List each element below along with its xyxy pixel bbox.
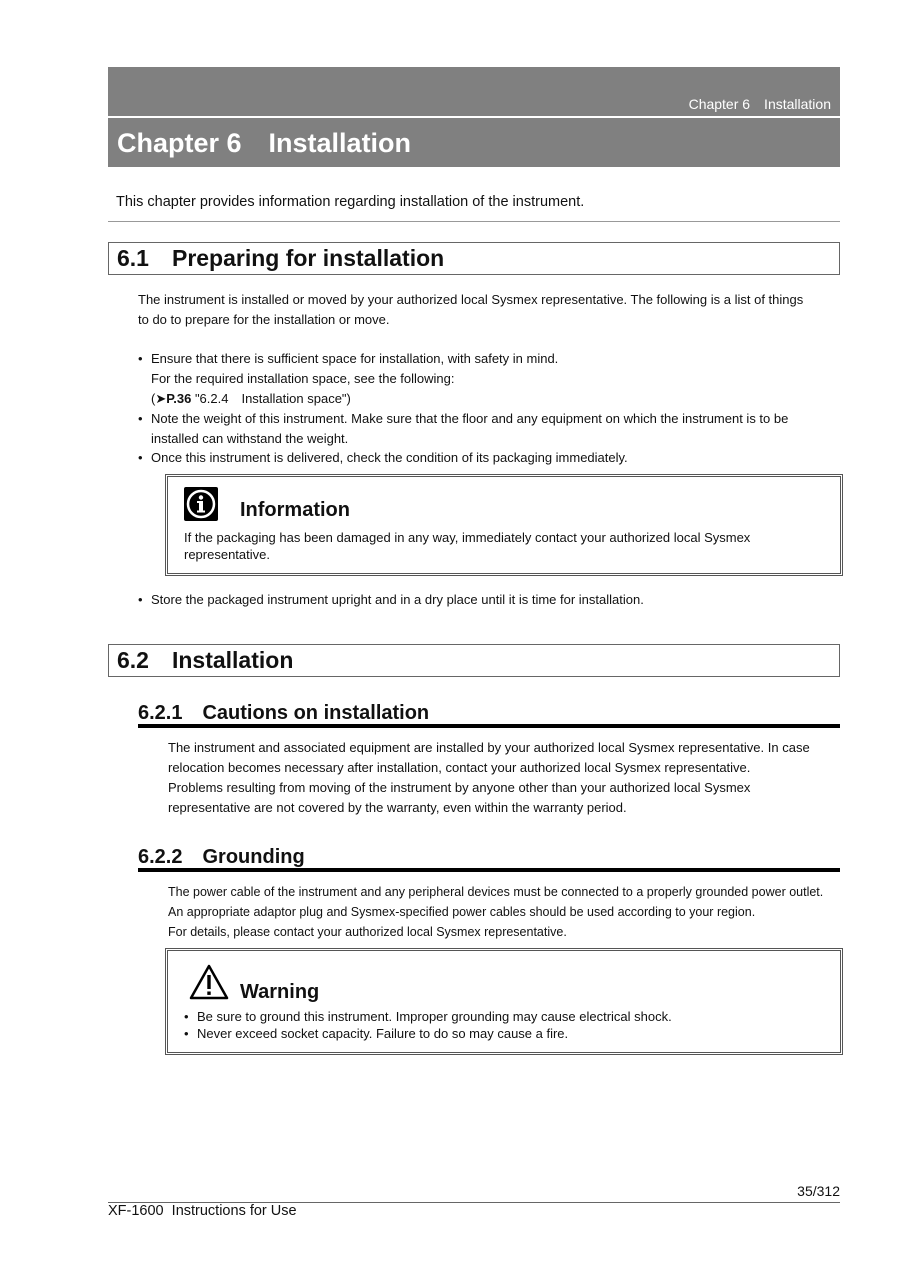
warning-item xyxy=(184,1026,569,1041)
subsection-title-6-2-2: 6.2.2 Grounding xyxy=(138,846,305,868)
bullet-item xyxy=(138,349,838,409)
ref-arrow-icon: ➤ xyxy=(155,391,167,406)
warning-icon xyxy=(188,963,230,1001)
bullet-text: Store the packaged instrument upright and in a dry place until it is time for installation. xyxy=(151,592,644,607)
paragraph-line: The instrument and associated equipment are installed by your authorized local Sysmex representative. In case xyxy=(168,740,810,755)
bullet-dot: • xyxy=(138,351,143,366)
paragraph-line: to do to prepare for the installation or move. xyxy=(138,312,390,327)
warning-title: Warning xyxy=(240,981,320,1003)
chapter-intro: This chapter provides information regarding installation of the instrument. xyxy=(116,194,585,210)
document-title: XF-1600 Instructions for Use xyxy=(108,1203,297,1219)
paragraph-line: For details, please contact your authorized local Sysmex representative. xyxy=(168,925,567,939)
warning-item xyxy=(184,1009,672,1024)
ref-page: P.36 xyxy=(166,391,192,406)
bullet-dot: • xyxy=(138,592,143,607)
subsection-rule xyxy=(138,724,840,728)
bullet-text: installed can withstand the weight. xyxy=(151,431,349,446)
header-breadcrumb: Chapter 6 Installation xyxy=(688,96,831,112)
paragraph-line: representative are not covered by the warranty, even within the warranty period. xyxy=(168,800,627,815)
section-title: 6.1 Preparing for installation xyxy=(117,245,445,271)
information-text: representative. xyxy=(184,547,270,562)
bullet-dot: • xyxy=(184,1009,189,1024)
section-title: 6.2 Installation xyxy=(117,647,294,673)
warning-text: Be sure to ground this instrument. Improper grounding may cause electrical shock. xyxy=(197,1009,672,1024)
paragraph-line: The instrument is installed or moved by your authorized local Sysmex representative. The following is a list of things xyxy=(138,292,804,307)
ref-paren: ( xyxy=(151,391,156,406)
page-number: 35/312 xyxy=(797,1183,840,1199)
bullet-text: For the required installation space, see the following: xyxy=(151,371,455,386)
section-heading-6-1 xyxy=(108,242,840,275)
information-text: If the packaging has been damaged in any way, immediately contact your authorized local Sysmex xyxy=(184,530,751,545)
paragraph-line: The power cable of the instrument and any peripheral devices must be connected to a properly grounded power outlet. xyxy=(168,885,824,899)
bullet-item xyxy=(138,590,838,610)
cross-reference-link[interactable] xyxy=(151,389,351,409)
bullet-text: Once this instrument is delivered, check the condition of its packaging immediately. xyxy=(151,450,628,465)
subsection-title-6-2-1: 6.2.1 Cautions on installation xyxy=(138,702,430,724)
information-icon xyxy=(184,487,218,521)
information-title: Information xyxy=(240,499,350,521)
paragraph-line: relocation becomes necessary after installation, contact your authorized local Sysmex representative. xyxy=(168,760,751,775)
bullet-text: Note the weight of this instrument. Make sure that the floor and any equipment on which the instrument is to be xyxy=(151,411,789,426)
warning-callout xyxy=(165,948,843,1055)
bullet-text: Ensure that there is sufficient space for installation, with safety in mind. xyxy=(151,351,559,366)
information-callout xyxy=(165,474,843,576)
warning-text: Never exceed socket capacity. Failure to do so may cause a fire. xyxy=(197,1026,569,1041)
chapter-title-bar xyxy=(108,118,840,167)
paragraph-line: Problems resulting from moving of the instrument by anyone other than your authorized local Sysmex xyxy=(168,780,751,795)
subsection-rule xyxy=(138,868,840,872)
chapter-title: Chapter 6 Installation xyxy=(117,128,412,158)
bullet-dot: • xyxy=(184,1026,189,1041)
running-header xyxy=(108,67,840,116)
bullet-item xyxy=(138,448,838,468)
bullet-dot: • xyxy=(138,450,143,465)
bullet-item xyxy=(138,409,838,449)
ref-text: "6.2.4 Installation space") xyxy=(191,391,351,406)
divider xyxy=(108,221,840,222)
bullet-dot: • xyxy=(138,411,143,426)
section-heading-6-2 xyxy=(108,644,840,677)
paragraph-line: An appropriate adaptor plug and Sysmex-specified power cables should be used according to your region. xyxy=(168,905,756,919)
